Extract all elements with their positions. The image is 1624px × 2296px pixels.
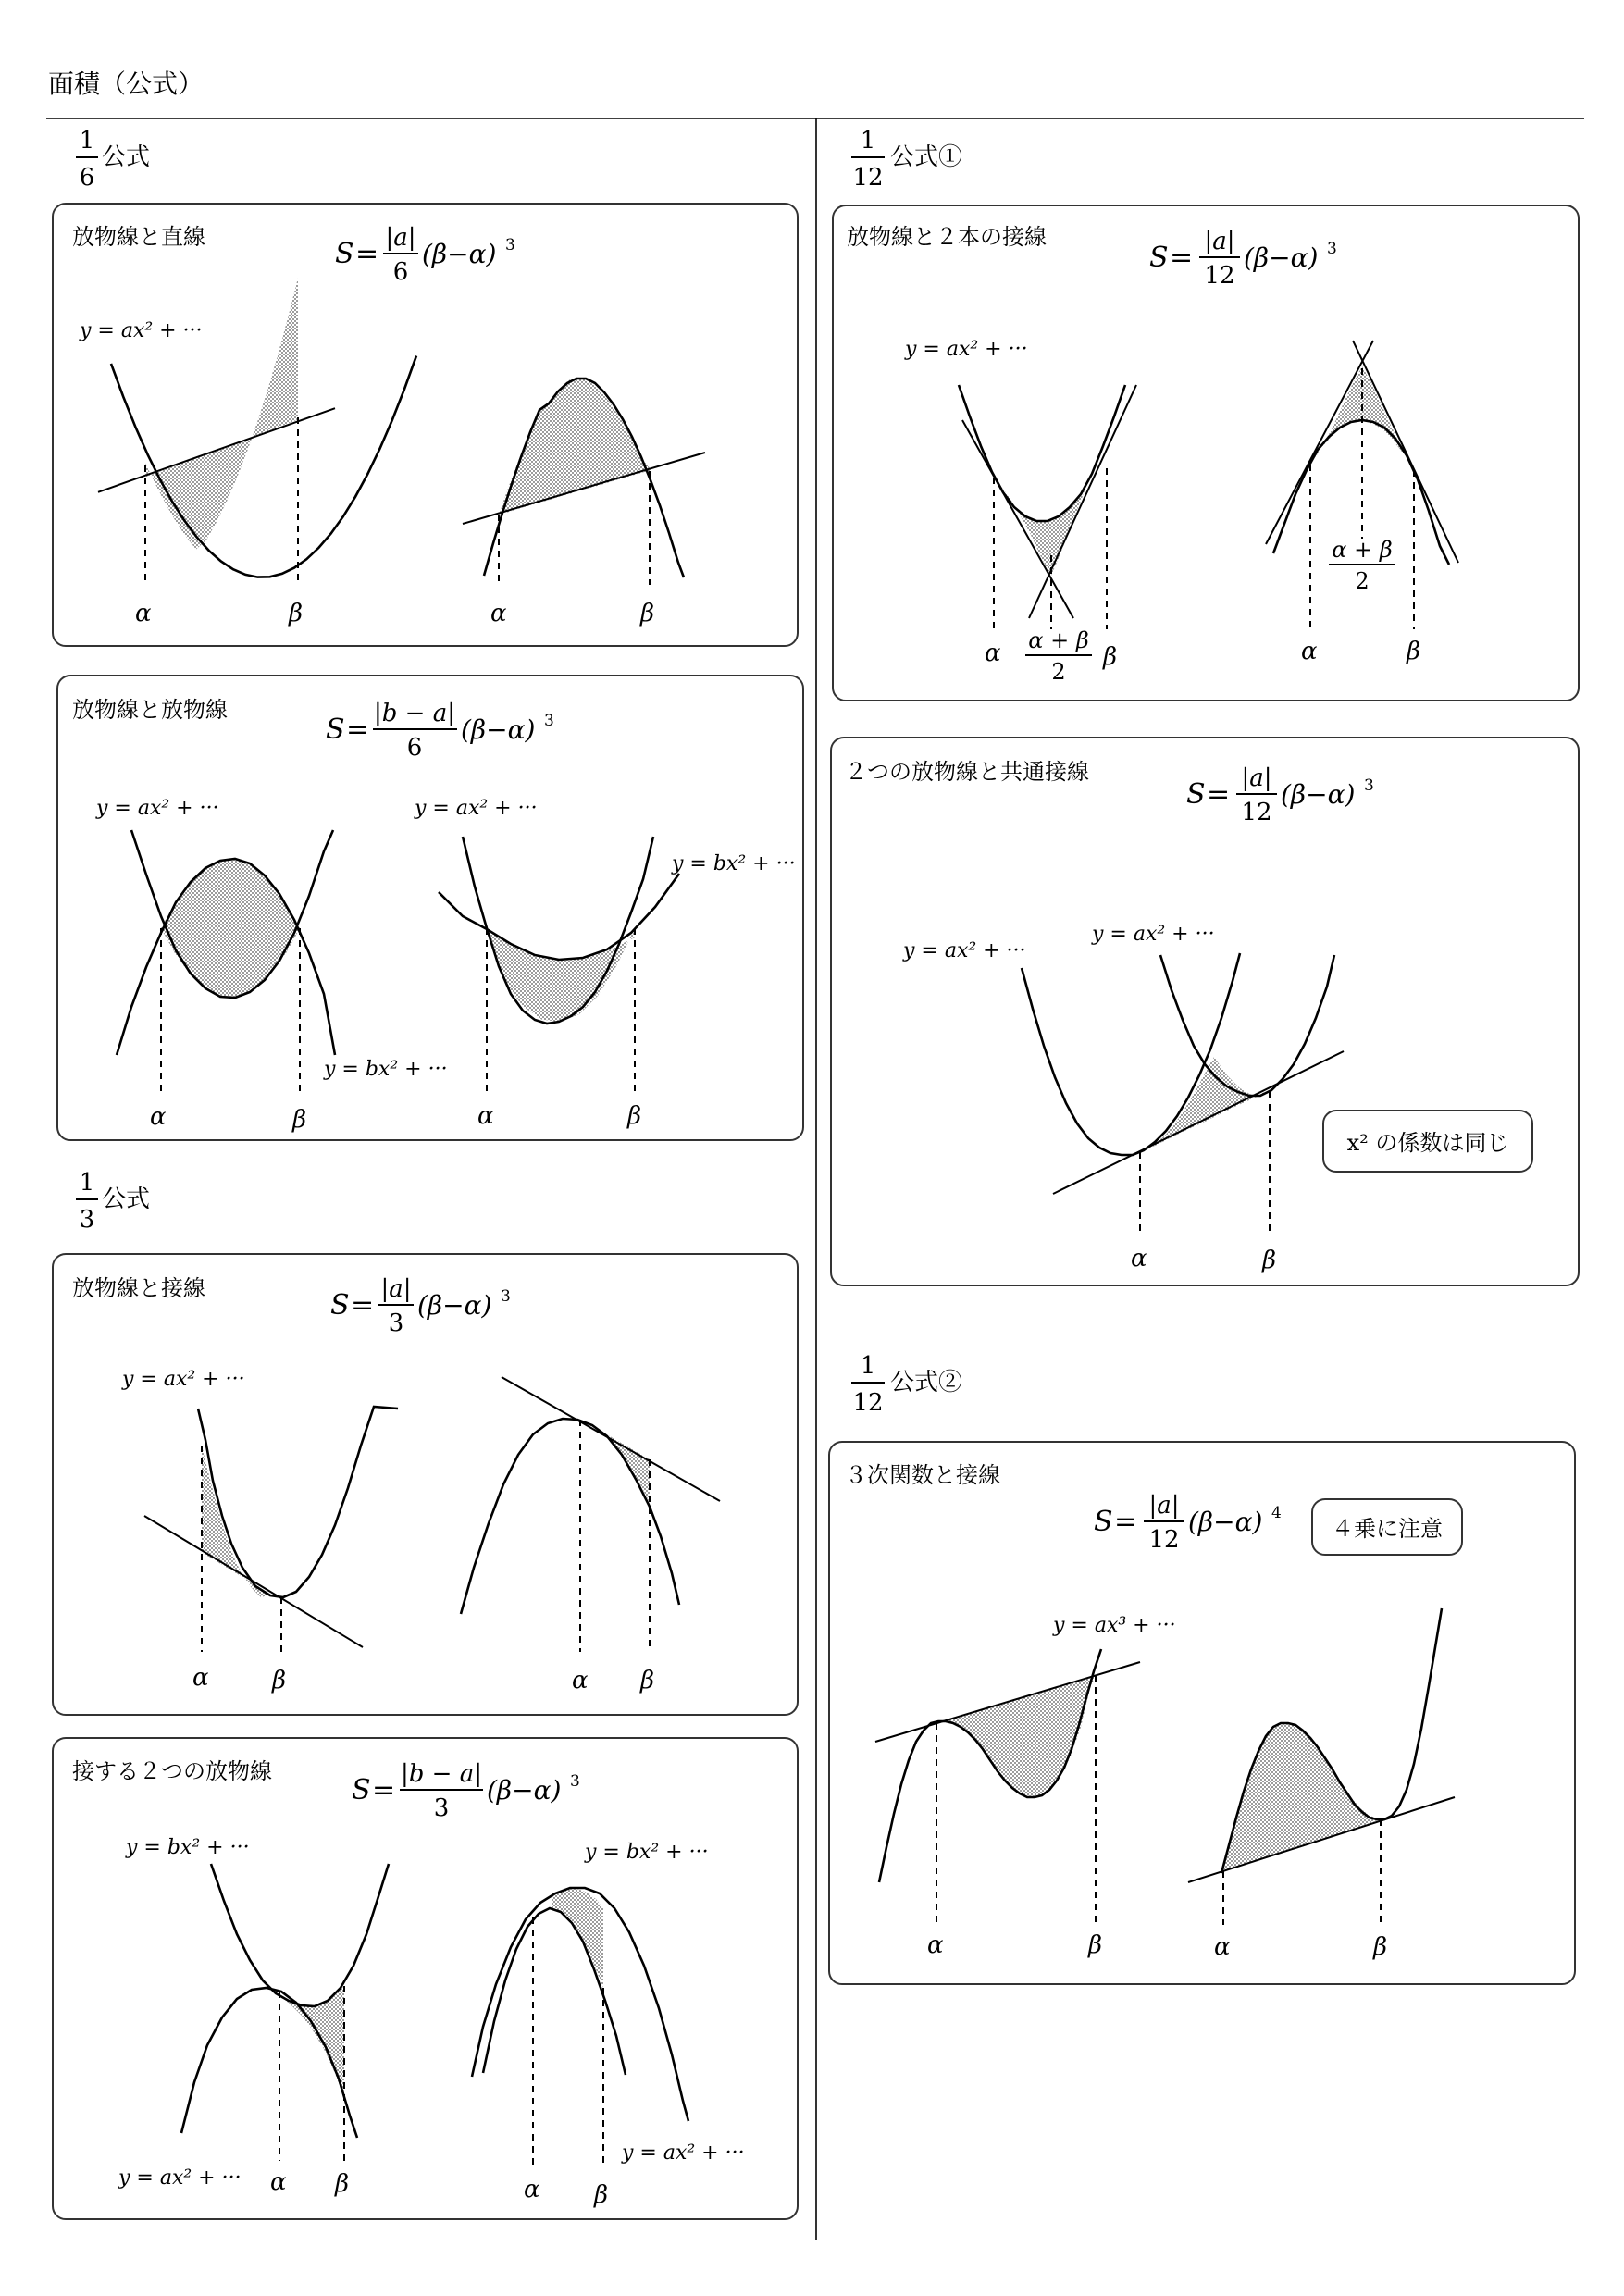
section-heading-1-12-1	[851, 127, 962, 192]
curve-label: y = ax³ + ···	[1053, 1614, 1176, 1637]
fraction-denominator: 12	[852, 164, 884, 192]
parabola-curve-2	[461, 1419, 679, 1614]
beta-label: β	[335, 2170, 350, 2198]
midpoint-den: 2	[1051, 659, 1066, 685]
formula-eq: =	[1114, 1506, 1138, 1538]
box-tangent-parabolas	[53, 1738, 798, 2219]
formula-exp: 3	[505, 236, 515, 254]
alpha-label: α	[927, 1931, 944, 1959]
midpoint-label	[1025, 627, 1092, 685]
tangent-line-left-2	[1266, 341, 1373, 544]
formula-tail: (β−α)	[417, 1290, 492, 1321]
alpha-label: α	[192, 1664, 209, 1692]
alpha-label-2: α	[1301, 638, 1318, 665]
midpoint-label-2	[1329, 537, 1395, 594]
box-parabola-tangent	[53, 1254, 798, 1715]
formula-num: |b − a|	[401, 1760, 482, 1788]
formula-exp: 3	[1327, 240, 1337, 258]
parabola-a2-curve	[1160, 955, 1334, 1096]
curve-label-b2: y = bx² + ···	[585, 1841, 709, 1864]
shaded-region	[936, 1675, 1096, 1797]
area-formula	[1186, 764, 1374, 826]
page-title: 面積（公式）	[48, 68, 205, 99]
curve-label: y = ax² + ···	[80, 319, 203, 342]
fraction-numerator: 1	[860, 1352, 876, 1380]
curve-label-b1: y = bx² + ···	[324, 1058, 448, 1081]
section-label: 公式	[102, 1185, 151, 1213]
section-heading-1-3	[76, 1169, 150, 1234]
formula-eq: =	[1170, 242, 1194, 274]
formula-eq: =	[372, 1774, 396, 1806]
box-title: 放物線と２本の接線	[847, 224, 1047, 250]
alpha-label: α	[1131, 1245, 1147, 1272]
formula-den: 3	[388, 1309, 404, 1337]
section-label: 公式	[102, 143, 151, 171]
curve-label-a2: y = ax² + ···	[622, 2141, 745, 2165]
area-formula	[330, 1275, 511, 1337]
alpha-label: α	[150, 1103, 167, 1131]
formula-exp: 3	[544, 712, 554, 730]
parabola-b-curve	[211, 1864, 389, 2006]
section-label: 公式①	[890, 143, 963, 171]
formula-exp: 4	[1271, 1504, 1282, 1522]
area-formula	[1149, 228, 1337, 290]
fraction-denominator: 3	[79, 1206, 95, 1234]
alpha-label-2: α	[477, 1102, 494, 1130]
curve-label-a1: y = ax² + ···	[118, 2166, 242, 2190]
beta-label: β	[272, 1667, 287, 1694]
beta-label-2: β	[640, 600, 655, 627]
formula-den: 12	[1241, 799, 1272, 826]
note-text: ４乗に注意	[1332, 1516, 1443, 1542]
fraction-numerator: 1	[79, 1169, 95, 1197]
parabola-curve	[198, 1407, 398, 1597]
beta-label: β	[289, 600, 304, 627]
fraction-numerator: 1	[860, 127, 876, 155]
box-two-parabolas-common-tangent	[831, 738, 1579, 1285]
shaded-region	[279, 1986, 344, 2099]
alpha-label-2: α	[572, 1667, 589, 1694]
box-cubic-tangent	[829, 1442, 1575, 1984]
midpoint-num: α + β	[1028, 627, 1089, 653]
formula-num: |a|	[1241, 764, 1272, 792]
fraction-numerator: 1	[79, 127, 95, 155]
alpha-label: α	[985, 639, 1001, 667]
alpha-label-2: α	[490, 600, 507, 627]
box-title: 放物線と放物線	[72, 697, 228, 723]
formula-num: |a|	[1148, 1492, 1180, 1520]
formula-s: S	[1149, 242, 1169, 274]
shaded-region-2	[499, 378, 651, 515]
formula-den: 12	[1148, 1526, 1180, 1554]
curve-label-a2: y = ax² + ···	[415, 797, 538, 820]
formula-tail: (β−α)	[1244, 242, 1319, 273]
parabola-curve	[959, 385, 1125, 521]
shaded-region-2	[1310, 366, 1405, 465]
parabola-curve	[111, 356, 416, 577]
formula-num: |a|	[1204, 228, 1235, 255]
beta-label: β	[292, 1106, 307, 1134]
tangent-line-right	[1029, 385, 1136, 618]
box-frame	[831, 738, 1579, 1285]
formula-exp: 3	[501, 1287, 511, 1306]
area-formula	[1094, 1492, 1282, 1554]
shaded-region-2	[1223, 1723, 1381, 1871]
note-text: x² の係数は同じ	[1346, 1130, 1509, 1156]
box-frame	[53, 204, 798, 646]
shaded-region	[161, 859, 300, 998]
formula-s: S	[1186, 778, 1206, 811]
area-formula	[326, 700, 554, 762]
fraction-denominator: 12	[852, 1389, 884, 1417]
formula-tail: (β−α)	[461, 714, 536, 745]
alpha-label: α	[135, 600, 152, 627]
tangent-line-right-2	[1353, 341, 1458, 563]
beta-label-2: β	[1407, 638, 1421, 665]
curve-label-a1: y = ax² + ···	[903, 939, 1026, 962]
area-formula	[335, 224, 515, 286]
formula-eq: =	[355, 238, 379, 270]
midpoint-num: α + β	[1332, 537, 1393, 563]
formula-s: S	[1094, 1506, 1113, 1538]
formula-num: |a|	[385, 224, 416, 252]
curve-label: y = ax² + ···	[122, 1368, 245, 1391]
tangent-line-2	[502, 1377, 720, 1501]
box-parabola-two-tangents	[833, 205, 1579, 701]
area-formula	[352, 1760, 580, 1822]
formula-den: 3	[433, 1794, 450, 1822]
formula-s: S	[352, 1774, 371, 1806]
beta-label: β	[1262, 1247, 1277, 1274]
parabola-a1-curve	[1022, 953, 1240, 1155]
formula-s: S	[326, 714, 345, 746]
formula-num: |a|	[380, 1275, 412, 1303]
curve-label: y = ax² + ···	[905, 338, 1028, 361]
formula-tail: (β−α)	[1188, 1507, 1263, 1537]
shaded-region-2	[580, 1420, 650, 1503]
alpha-label: α	[270, 2168, 287, 2196]
formula-den: 6	[392, 258, 409, 286]
formula-den: 6	[406, 734, 423, 762]
shaded-region	[202, 1446, 270, 1597]
formula-num: |b − a|	[374, 700, 455, 727]
box-parabola-parabola	[57, 676, 803, 1140]
fraction-denominator: 6	[79, 164, 95, 192]
section-heading-1-6	[76, 127, 150, 192]
section-label: 公式②	[890, 1369, 963, 1396]
alpha-label-2: α	[524, 2176, 540, 2203]
box-title: 放物線と接線	[72, 1275, 205, 1301]
beta-label: β	[1103, 643, 1118, 671]
formula-s: S	[335, 238, 354, 270]
common-tangent	[1053, 1051, 1344, 1194]
curve-label-a1: y = ax² + ···	[96, 797, 219, 820]
box-title: 接する２つの放物線	[72, 1758, 272, 1784]
curve-label-b2: y = bx² + ···	[672, 852, 796, 875]
curve-label-b1: y = bx² + ···	[126, 1836, 250, 1859]
formula-eq: =	[1207, 778, 1231, 811]
midpoint-den: 2	[1355, 568, 1370, 594]
beta-label-2: β	[627, 1102, 642, 1130]
beta-label-2: β	[1373, 1933, 1388, 1961]
alpha-label-2: α	[1214, 1933, 1231, 1961]
formula-eq: =	[351, 1289, 375, 1322]
box-frame	[53, 1254, 798, 1715]
beta-label: β	[1088, 1931, 1103, 1959]
formula-tail: (β−α)	[487, 1775, 562, 1806]
box-title: 放物線と直線	[72, 224, 205, 250]
box-parabola-line	[53, 204, 798, 646]
formula-exp: 3	[570, 1772, 580, 1791]
formula-tail: (β−α)	[1281, 779, 1356, 810]
beta-label-2: β	[594, 2181, 609, 2209]
formula-tail: (β−α)	[422, 239, 497, 269]
curve-label-a2: y = ax² + ···	[1092, 923, 1215, 946]
formula-den: 12	[1204, 262, 1235, 290]
beta-label-2: β	[640, 1667, 655, 1694]
box-title: ３次関数と接線	[845, 1462, 1000, 1488]
box-title: ２つの放物線と共通接線	[845, 759, 1089, 785]
formula-exp: 3	[1364, 776, 1374, 795]
section-heading-1-12-2	[851, 1352, 962, 1417]
formula-eq: =	[346, 714, 370, 746]
formula-s: S	[330, 1289, 350, 1322]
